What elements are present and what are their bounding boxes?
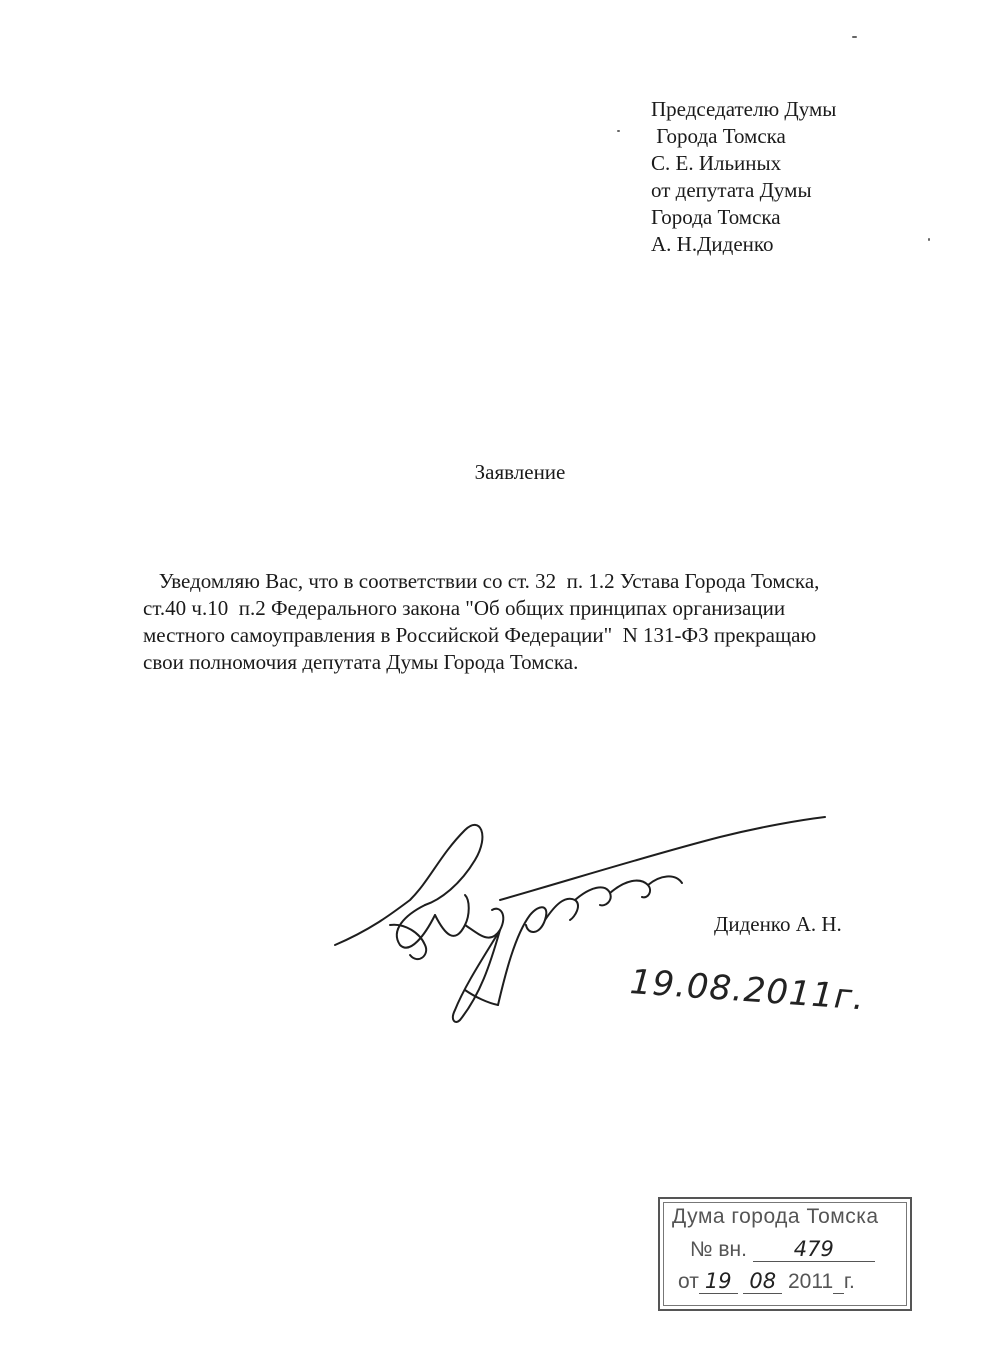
body-line: местного самоуправления в Российской Федерации" N 131-ФЗ прекращаю — [143, 623, 817, 647]
registration-stamp — [658, 1197, 912, 1311]
addressee-line: Города Томска — [651, 205, 781, 229]
body-line: свои полномочия депутата Думы Города Томска. — [143, 650, 579, 674]
stamp-date-month: 08 — [743, 1269, 782, 1294]
stamp-org: Дума города Томска — [672, 1205, 879, 1228]
scan-speck — [617, 130, 620, 132]
signer-name: Диденко А. Н. — [714, 912, 842, 936]
addressee-line: А. Н.Диденко — [651, 232, 774, 256]
scan-speck — [852, 36, 857, 38]
body-line: ст.40 ч.10 п.2 Федерального закона "Об общих принципах организации — [143, 596, 786, 620]
stamp-date-prefix: от — [678, 1270, 699, 1293]
stamp-date-row — [678, 1269, 855, 1294]
body-line: Уведомляю Вас, что в соответствии со ст. 32 п. 1.2 Устава Города Томска, — [143, 569, 820, 593]
stamp-date-year: 2011 — [788, 1270, 834, 1293]
stamp-number-label: № вн. — [690, 1238, 747, 1261]
addressee-line: от депутата Думы — [651, 178, 812, 202]
scan-speck — [928, 238, 930, 241]
addressee-block — [651, 96, 836, 258]
stamp-date-year-end — [833, 1269, 844, 1294]
addressee-line: С. Е. Ильиных — [651, 151, 782, 175]
statement-body — [143, 568, 883, 676]
stamp-date-day: 19 — [699, 1269, 738, 1294]
addressee-line: Города Томска — [651, 124, 786, 148]
handwritten-date: 19.08.2011г. — [628, 962, 867, 1019]
addressee-line: Председателю Думы — [651, 97, 837, 121]
stamp-number-row — [690, 1237, 875, 1262]
stamp-year-suffix: г. — [843, 1270, 855, 1293]
document-title: Заявление — [474, 460, 566, 484]
stamp-number-value: 479 — [753, 1237, 875, 1262]
